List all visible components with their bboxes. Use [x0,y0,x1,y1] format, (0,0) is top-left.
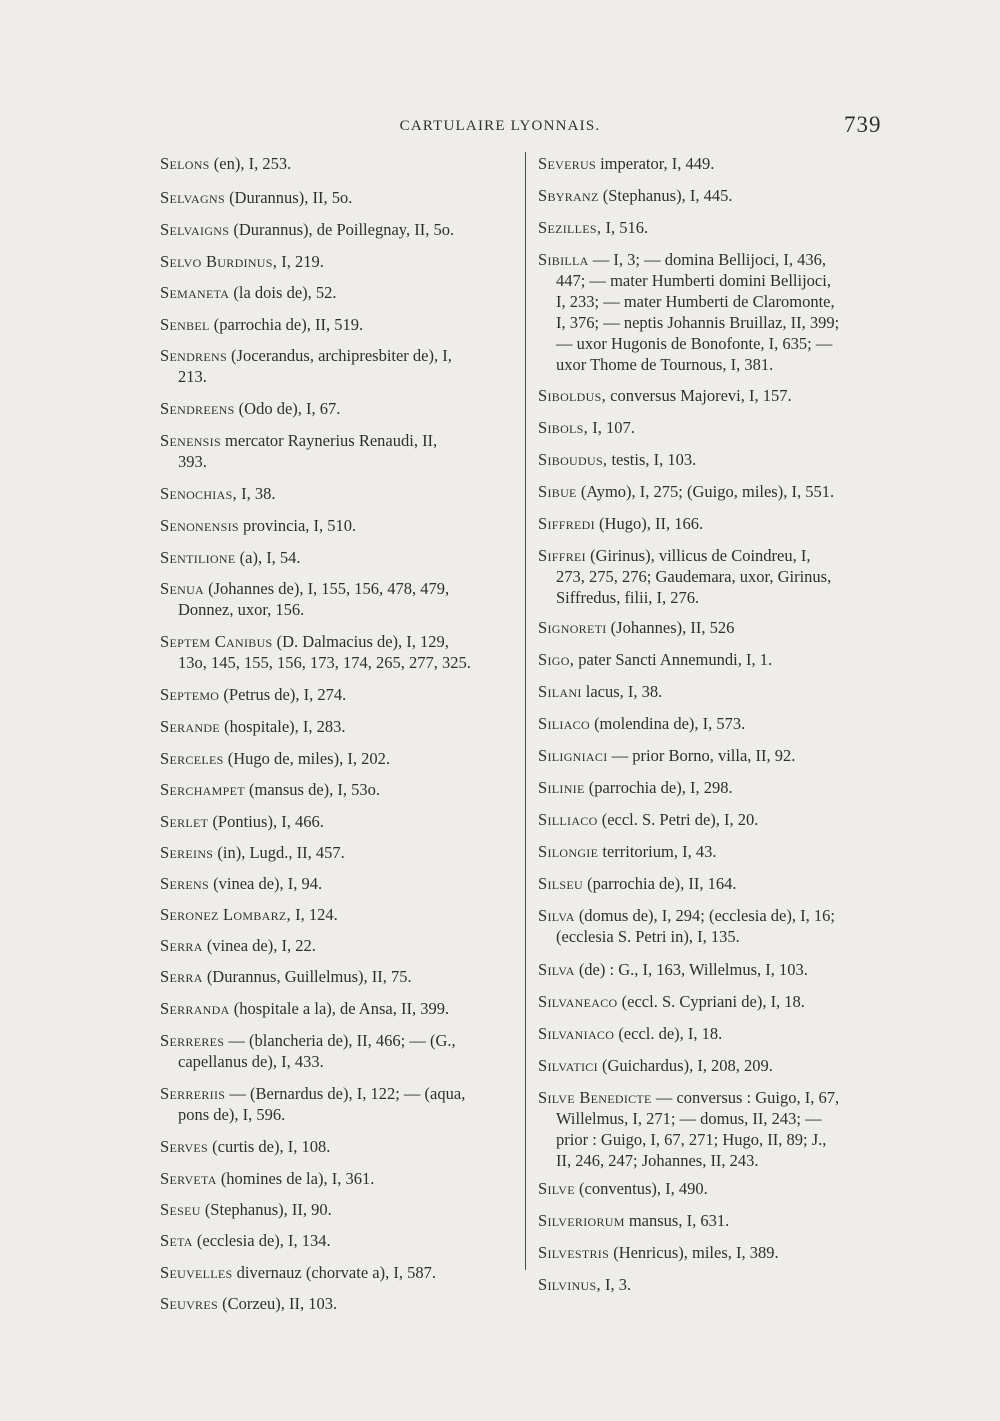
index-entry [538,905,893,947]
index-entry [160,998,515,1019]
entry-text: (hospitale), I, 283. [219,717,346,736]
index-entry [538,1242,893,1263]
entry-headword: Sbyranz [538,186,599,205]
entry-text: (eccl. S. Cypriani de), I, 18. [617,992,805,1011]
entry-headword: Semaneta [160,283,230,302]
entry-headword: Seronez Lombarz, [160,905,291,924]
entry-text: imperator, I, 449. [595,154,715,173]
index-entry [160,716,515,737]
entry-headword: Silani [538,682,582,701]
index-entry [160,547,515,568]
index-entry [160,684,515,705]
entry-text: provincia, I, 510. [238,516,357,535]
entry-continuation: 447; — mater Humberti domini Bellijoci, [556,271,831,290]
entry-text: (la dois de), 52. [229,283,337,302]
entry-headword: Siboudus, [538,450,608,469]
index-entry [160,1168,515,1189]
entry-headword: Selvo Burdinus, [160,252,278,271]
index-entry [538,681,893,702]
entry-text: (Stephanus), I, 445. [598,186,733,205]
index-entry [538,513,893,534]
entry-text: (curtis de), I, 108. [208,1137,331,1156]
entry-text: (homines de la), I, 361. [216,1169,375,1188]
entry-text: (Johannes de), I, 155, 156, 478, 479, [204,579,450,598]
entry-headword: Silvinus, [538,1275,601,1294]
index-entry [160,1262,515,1283]
entry-headword: Septemo [160,685,220,704]
entry-text: I, 219. [277,252,324,271]
index-entry [160,515,515,536]
index-entry [538,777,893,798]
entry-headword: Serlet [160,812,209,831]
entry-continuation: 13o, 145, 155, 156, 173, 174, 265, 277, 325. [178,653,471,672]
entry-text: (parrochia de), I, 298. [584,778,733,797]
index-entry [538,185,893,206]
index-entry [160,811,515,832]
entry-text: (Stephanus), II, 90. [200,1200,332,1219]
entry-headword: Sibols, [538,418,589,437]
entry-headword: Serves [160,1137,209,1156]
entry-headword: Silveriorum [538,1211,625,1230]
entry-text: (conventus), I, 490. [574,1179,708,1198]
entry-headword: Silve Benedicte [538,1088,652,1107]
entry-headword: Siffrei [538,546,586,565]
index-entry [160,966,515,987]
index-entry [160,187,515,208]
entry-headword: Seuvelles [160,1263,233,1282]
entry-headword: Severus [538,154,596,173]
index-entry [160,1083,515,1125]
entry-continuation: Siffredus, filii, I, 276. [556,588,700,607]
entry-continuation: I, 376; — neptis Johannis Bruillaz, II, 399; [556,313,840,332]
entry-headword: Silvaneaco [538,992,618,1011]
index-entry [160,314,515,335]
entry-headword: Sentilione [160,548,236,567]
index-entry [160,1136,515,1157]
entry-text: (en), I, 253. [209,154,292,173]
entry-continuation: I, 233; — mater Humberti de Claromonte, [556,292,835,311]
entry-text: (de) : G., I, 163, Willelmus, I, 103. [574,960,808,979]
entry-headword: Serens [160,874,209,893]
entry-text: — (blancheria de), II, 466; — (G., [224,1031,456,1050]
entry-text: (Aymo), I, 275; (Guigo, miles), I, 551. [576,482,835,501]
entry-headword: Serreriis [160,1084,226,1103]
entry-continuation: uxor Thome de Tournous, I, 381. [556,355,774,374]
entry-text: mansus, I, 631. [624,1211,730,1230]
index-entry [538,649,893,670]
index-entry [538,449,893,470]
entry-continuation: — uxor Hugonis de Bonofonte, I, 635; — [556,334,833,353]
entry-headword: Siboldus, [538,386,607,405]
entry-continuation: (ecclesia S. Petri in), I, 135. [556,927,740,946]
entry-headword: Senonensis [160,516,239,535]
index-entry [160,1293,515,1314]
index-entry [538,1210,893,1231]
index-entry [538,217,893,238]
index-entry [538,481,893,502]
entry-headword: Sigo, [538,650,575,669]
entry-text: I, 516. [601,218,649,237]
entry-text: (Jocerandus, archipresbiter de), I, [226,346,452,365]
running-head: CARTULAIRE LYONNAIS. [399,118,601,134]
entry-headword: Serchampet [160,780,245,799]
entry-continuation: capellanus de), I, 433. [178,1052,324,1071]
entry-text: I, 38. [236,484,276,503]
entry-text: (Henricus), miles, I, 389. [609,1243,779,1262]
entry-text: (Durannus), de Poillegnay, II, 5o. [229,220,455,239]
page-number: 739 [844,112,882,137]
entry-headword: Selons [160,154,210,173]
entry-text: — prior Borno, villa, II, 92. [607,746,796,765]
entry-headword: Siligniaci [538,746,608,765]
entry-headword: Silva [538,906,575,925]
index-entry [160,282,515,303]
entry-text: (parrochia de), II, 164. [582,874,737,893]
entry-text: I, 124. [290,905,338,924]
index-entry [160,1230,515,1251]
index-entry [160,1030,515,1072]
index-entry [160,398,515,419]
entry-headword: Seta [160,1231,193,1250]
entry-headword: Silseu [538,874,583,893]
entry-headword: Septem Canibus [160,632,273,651]
index-entry [538,745,893,766]
entry-headword: Serveta [160,1169,217,1188]
entry-text: (Hugo de, miles), I, 202. [223,749,390,768]
entry-continuation: pons de), I, 596. [178,1105,286,1124]
index-entry [160,1199,515,1220]
entry-text: mercator Raynerius Renaudi, II, [220,431,438,450]
entry-headword: Selvaigns [160,220,230,239]
index-entry [538,417,893,438]
entry-text: pater Sancti Annemundi, I, 1. [574,650,773,669]
entry-text: — I, 3; — domina Bellijoci, I, 436, [588,250,826,269]
index-entry [538,385,893,406]
entry-text: (Hugo), II, 166. [594,514,704,533]
entry-headword: Silvatici [538,1056,598,1075]
entry-headword: Silva [538,960,575,979]
entry-continuation: 213. [178,367,207,386]
entry-headword: Serceles [160,749,224,768]
index-entry [160,251,515,272]
entry-headword: Silve [538,1179,575,1198]
entry-text: (ecclesia de), I, 134. [192,1231,331,1250]
entry-headword: Sereins [160,843,214,862]
entry-text: conversus Majorevi, I, 157. [606,386,792,405]
entry-text: (eccl. de), I, 18. [614,1024,723,1043]
entry-headword: Serra [160,936,203,955]
entry-continuation: Willelmus, I, 271; — domus, II, 243; — [556,1109,822,1128]
entry-text: (Durannus, Guillelmus), II, 75. [202,967,412,986]
entry-text: testis, I, 103. [607,450,697,469]
entry-text: (Odo de), I, 67. [234,399,341,418]
index-entry [160,842,515,863]
index-entry [538,873,893,894]
index-entry [538,1178,893,1199]
entry-continuation: prior : Guigo, I, 67, 271; Hugo, II, 89; J., [556,1130,827,1149]
index-entry [538,153,893,174]
index-entry [160,430,515,472]
index-entry [538,1055,893,1076]
entry-headword: Sibilla [538,250,589,269]
entry-text: (D. Dalmacius de), I, 129, [272,632,449,651]
entry-headword: Sibue [538,482,577,501]
entry-headword: Sezilles, [538,218,602,237]
index-entry [160,483,515,504]
entry-headword: Serra [160,967,203,986]
entry-text: lacus, I, 38. [581,682,663,701]
entry-headword: Silongie [538,842,599,861]
entry-headword: Silvestris [538,1243,610,1262]
entry-text: (vinea de), I, 94. [208,874,323,893]
index-entry [538,809,893,830]
index-entry [538,545,893,608]
entry-headword: Silliaco [538,810,598,829]
entry-text: (Durannus), II, 5o. [224,188,353,207]
entry-text: (Corzeu), II, 103. [217,1294,338,1313]
entry-text: territorium, I, 43. [598,842,717,861]
index-entry [160,631,515,673]
index-entry [538,617,893,638]
index-entry [538,1087,893,1171]
entry-text: (parrochia de), II, 519. [209,315,364,334]
column-divider [525,152,526,1270]
index-entry [538,959,893,980]
entry-text: (hospitale a la), de Ansa, II, 399. [229,999,450,1018]
entry-headword: Selvagns [160,188,225,207]
entry-headword: Senensis [160,431,221,450]
index-entry [538,1274,893,1295]
entry-text: (molendina de), I, 573. [589,714,746,733]
index-entry [538,713,893,734]
entry-text: (Johannes), II, 526 [606,618,735,637]
index-entry [538,1023,893,1044]
entry-headword: Seseu [160,1200,201,1219]
entry-text: I, 107. [588,418,635,437]
entry-headword: Silvaniaco [538,1024,615,1043]
index-entry [160,935,515,956]
index-entry [160,748,515,769]
entry-headword: Serreres [160,1031,225,1050]
entry-text: (mansus de), I, 53o. [244,780,381,799]
entry-headword: Silinie [538,778,585,797]
entry-text: (a), I, 54. [235,548,301,567]
entry-text: (vinea de), I, 22. [202,936,316,955]
entry-headword: Serande [160,717,220,736]
entry-headword: Senbel [160,315,210,334]
entry-text: (Pontius), I, 466. [208,812,324,831]
entry-text: (domus de), I, 294; (ecclesia de), I, 16; [574,906,835,925]
entry-text: (Petrus de), I, 274. [219,685,347,704]
index-entry [160,153,515,174]
index-entry [160,345,515,387]
entry-continuation: II, 246, 247; Johannes, II, 243. [556,1151,759,1170]
entry-text: — (Bernardus de), I, 122; — (aqua, [225,1084,466,1103]
index-entry [538,841,893,862]
index-entry [538,249,893,375]
entry-text: (in), Lugd., II, 457. [213,843,345,862]
entry-headword: Senochias, [160,484,237,503]
entry-continuation: Donnez, uxor, 156. [178,600,305,619]
entry-headword: Seuvres [160,1294,218,1313]
entry-text: (eccl. S. Petri de), I, 20. [597,810,759,829]
entry-headword: Senua [160,579,205,598]
index-entry [538,991,893,1012]
entry-text: I, 3. [600,1275,632,1294]
entry-continuation: 393. [178,452,207,471]
entry-text: (Guichardus), I, 208, 209. [597,1056,773,1075]
entry-text: (Girinus), villicus de Coindreu, I, [585,546,811,565]
entry-headword: Signoreti [538,618,607,637]
entry-continuation: 273, 275, 276; Gaudemara, uxor, Girinus, [556,567,832,586]
entry-headword: Sendreens [160,399,235,418]
index-entry [160,904,515,925]
entry-headword: Serranda [160,999,230,1018]
index-entry [160,873,515,894]
index-entry [160,578,515,620]
index-entry [160,219,515,240]
index-entry [160,779,515,800]
entry-headword: Siliaco [538,714,590,733]
entry-headword: Siffredi [538,514,595,533]
entry-text: divernauz (chorvate a), I, 587. [232,1263,436,1282]
entry-text: — conversus : Guigo, I, 67, [651,1088,840,1107]
entry-headword: Sendrens [160,346,227,365]
